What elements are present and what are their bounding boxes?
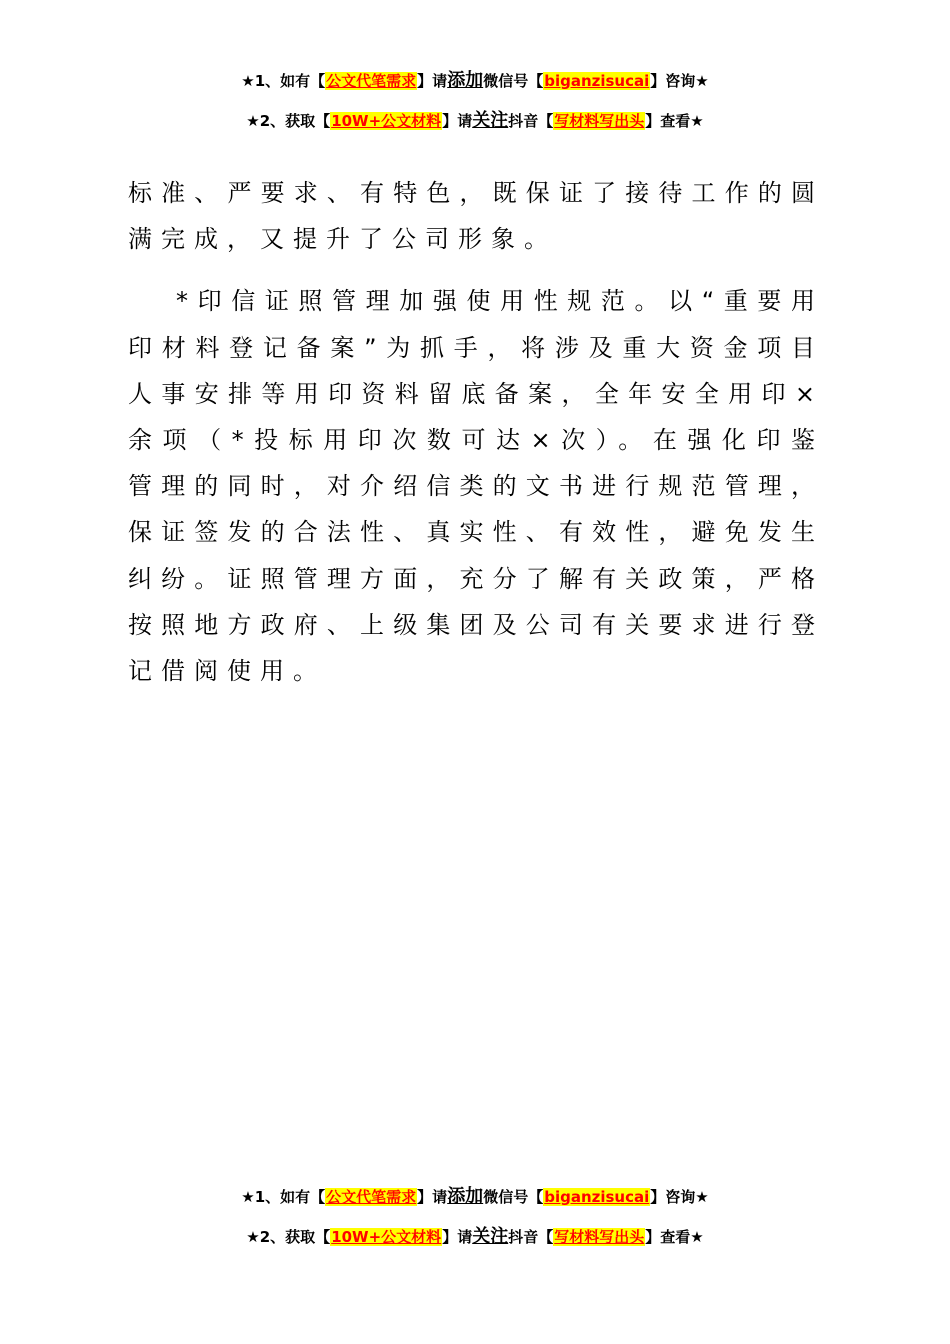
promo-text: 】请 — [442, 112, 473, 130]
promo-wechat-id: biganzisucai — [544, 72, 650, 90]
promo-text: 】咨询★ — [650, 72, 709, 90]
promo-line-1 — [0, 70, 950, 92]
promo-emphasis: 添加 — [447, 1186, 484, 1207]
paragraph-1: 标准、严要求、有特色，既保证了接待工作的圆满完成，又提升了公司形象。 — [128, 179, 824, 254]
promo-text: ★1、如有【 — [241, 72, 326, 90]
promo-highlight: 公文代笔需求 — [326, 1188, 417, 1206]
promo-emphasis: 关注 — [472, 110, 509, 131]
paragraph-2: *印信证照管理加强使用性规范。以“重要用印材料登记备案”为抓手，将涉及重大资金项目人事安排等用印资料留底备案，全年安全用印×余项（*投标用印次数可达×次）。在强化印鉴管理的同时，对介绍信类的文书进行规范管理，保证签发的合法性、真实性、有效性，避免发生纠纷。证照管理方面，充分了解有关政策，严格按照地方政府、上级集团及公司有关要求进行登记借阅使用。 — [128, 287, 824, 686]
promo-highlight: 10W+公文材料 — [331, 112, 442, 130]
promo-wechat-id: biganzisucai — [544, 1188, 650, 1206]
promo-text: 】请 — [417, 72, 448, 90]
promo-text: 】咨询★ — [650, 1188, 709, 1206]
promo-douyin-id: 写材料写出头 — [554, 112, 645, 130]
footer-promo-banner — [0, 1186, 950, 1266]
promo-text: 抖音【 — [508, 112, 554, 130]
header-promo-banner — [0, 70, 950, 150]
promo-text: ★2、获取【 — [246, 112, 331, 130]
promo-text: 微信号【 — [483, 1188, 544, 1206]
promo-text: ★2、获取【 — [246, 1228, 331, 1246]
document-body — [128, 170, 824, 694]
promo-text: 】查看★ — [645, 112, 704, 130]
promo-line-2 — [0, 110, 950, 132]
promo-douyin-id: 写材料写出头 — [554, 1228, 645, 1246]
promo-text: 】请 — [417, 1188, 448, 1206]
promo-text: ★1、如有【 — [241, 1188, 326, 1206]
promo-highlight: 公文代笔需求 — [326, 72, 417, 90]
promo-line-1 — [0, 1186, 950, 1208]
promo-text: 微信号【 — [483, 72, 544, 90]
promo-text: 】查看★ — [645, 1228, 704, 1246]
promo-highlight: 10W+公文材料 — [331, 1228, 442, 1246]
promo-text: 抖音【 — [508, 1228, 554, 1246]
promo-emphasis: 关注 — [472, 1226, 509, 1247]
promo-line-2 — [0, 1226, 950, 1248]
promo-text: 】请 — [442, 1228, 473, 1246]
promo-emphasis: 添加 — [447, 70, 484, 91]
